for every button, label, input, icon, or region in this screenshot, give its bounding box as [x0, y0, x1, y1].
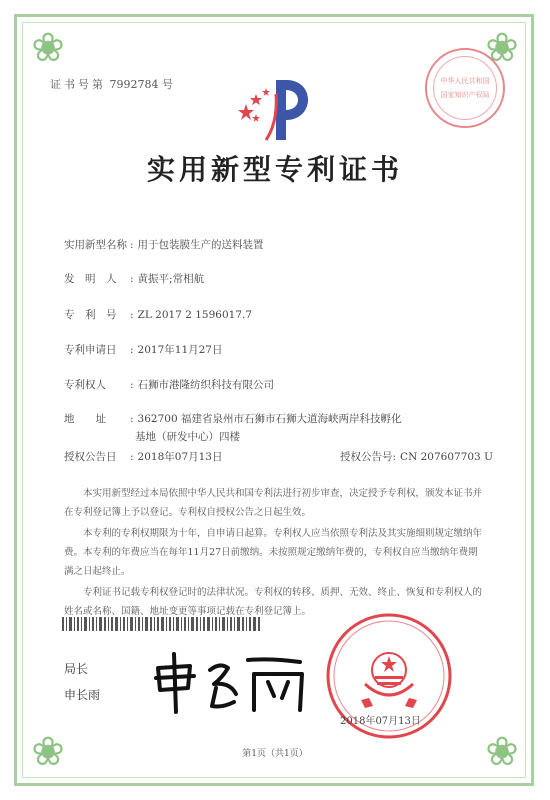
body-paragraph-3: 专利证书记载专利权登记时的法律状况。专利权的转移、质押、无效、终止、恢复和专利权人的姓名或名称、国籍、地址变更等事项记载在专利登记簿上。 [64, 587, 483, 617]
field-utility-model-name: 实用新型名称 : 用于包装膜生产的送料装置 [64, 239, 264, 251]
body-paragraph-1: 本实用新型经过本局依照中华人民共和国专利法进行初步审查，决定授予专利权，颁发本证书并在专利登记簿上予以登记。专利权自授权公告之日起生效。 [64, 488, 483, 518]
small-seal [425, 48, 505, 128]
certificate-number [50, 76, 173, 92]
field-label: 授权公告号 [340, 451, 393, 463]
field-value: 基地（研发中心）四楼 [135, 431, 240, 443]
field-label: 授权公告日 [64, 451, 117, 463]
field-label: 地 址 [64, 413, 106, 425]
field-value: CN 207607703 U [400, 451, 493, 463]
certificate-number-suffix: 号 [162, 78, 173, 91]
certificate-number-value: 7992784 [109, 78, 159, 91]
field-value: 用于包装膜生产的送料装置 [137, 239, 264, 251]
director-signature-icon [150, 648, 320, 718]
field-address: 地 址 : 362700 福建省泉州市石狮市石狮大道海峡两岸科技孵化 [64, 413, 402, 425]
small-seal-ring [433, 56, 497, 120]
corner-ornament-top-left-icon: ❀ [31, 25, 65, 71]
small-seal-text-1: 中华人民共和国 [440, 77, 490, 85]
field-grant-date: 授权公告日 : 2018年07月13日 [64, 451, 223, 463]
page-footer: 第1页（共1页） [242, 749, 308, 759]
corner-ornament-bottom-left-icon: ❀ [31, 729, 65, 775]
director-label: 局长 [64, 662, 89, 676]
director-name: 申长雨 [64, 688, 101, 702]
field-label: 发 明 人 [64, 273, 117, 285]
field-value: ZL 2017 2 1596017.7 [137, 309, 253, 321]
field-patentee: 专利权人 : 石狮市港隆纺织科技有限公司 [64, 379, 275, 391]
seal-date: 2018年07月13日 [340, 716, 421, 727]
field-label: 专 利 号 [64, 309, 117, 321]
corner-ornament-bottom-right-icon: ❀ [485, 729, 519, 775]
body-paragraph-2: 本专利的专利权期限为十年，自申请日起算。专利权人应当依照专利法及其实施细则规定缴纳年费。本专利的年费应当在每年11月27日前缴纳。未按照规定缴纳年费的，专利权自应当缴纳年费期满之日起终止。 [64, 528, 483, 577]
field-filing-date: 专利申请日 : 2017年11月27日 [64, 344, 223, 356]
field-value: 362700 福建省泉州市石狮市石狮大道海峡两岸科技孵化 [137, 413, 402, 425]
field-publication-number: 授权公告号: CN 207607703 U [340, 451, 493, 463]
field-value: 黄振平;常相航 [137, 273, 205, 285]
field-label: 实用新型名称 [64, 239, 127, 251]
patent-office-logo-icon [236, 74, 320, 146]
field-value: 2017年11月27日 [137, 344, 223, 356]
small-seal-text-2: 国家知识产权局 [440, 91, 490, 99]
certificate-title: 实用新型专利证书 [146, 153, 403, 186]
certificate-number-label: 证书号第 [50, 78, 106, 91]
field-label: 专利申请日 [64, 344, 117, 356]
field-address-line2 [135, 429, 240, 444]
field-value: 石狮市港隆纺织科技有限公司 [137, 379, 275, 391]
field-value: 2018年07月13日 [137, 451, 223, 463]
corner-ornament-top-right-icon: ❀ [485, 25, 519, 71]
field-patent-number: 专 利 号 : ZL 2017 2 1596017.7 [64, 309, 253, 321]
barcode-icon [62, 617, 262, 631]
field-inventor: 发 明 人 : 黄振平;常相航 [64, 273, 205, 285]
field-label: 专利权人 [64, 379, 106, 391]
